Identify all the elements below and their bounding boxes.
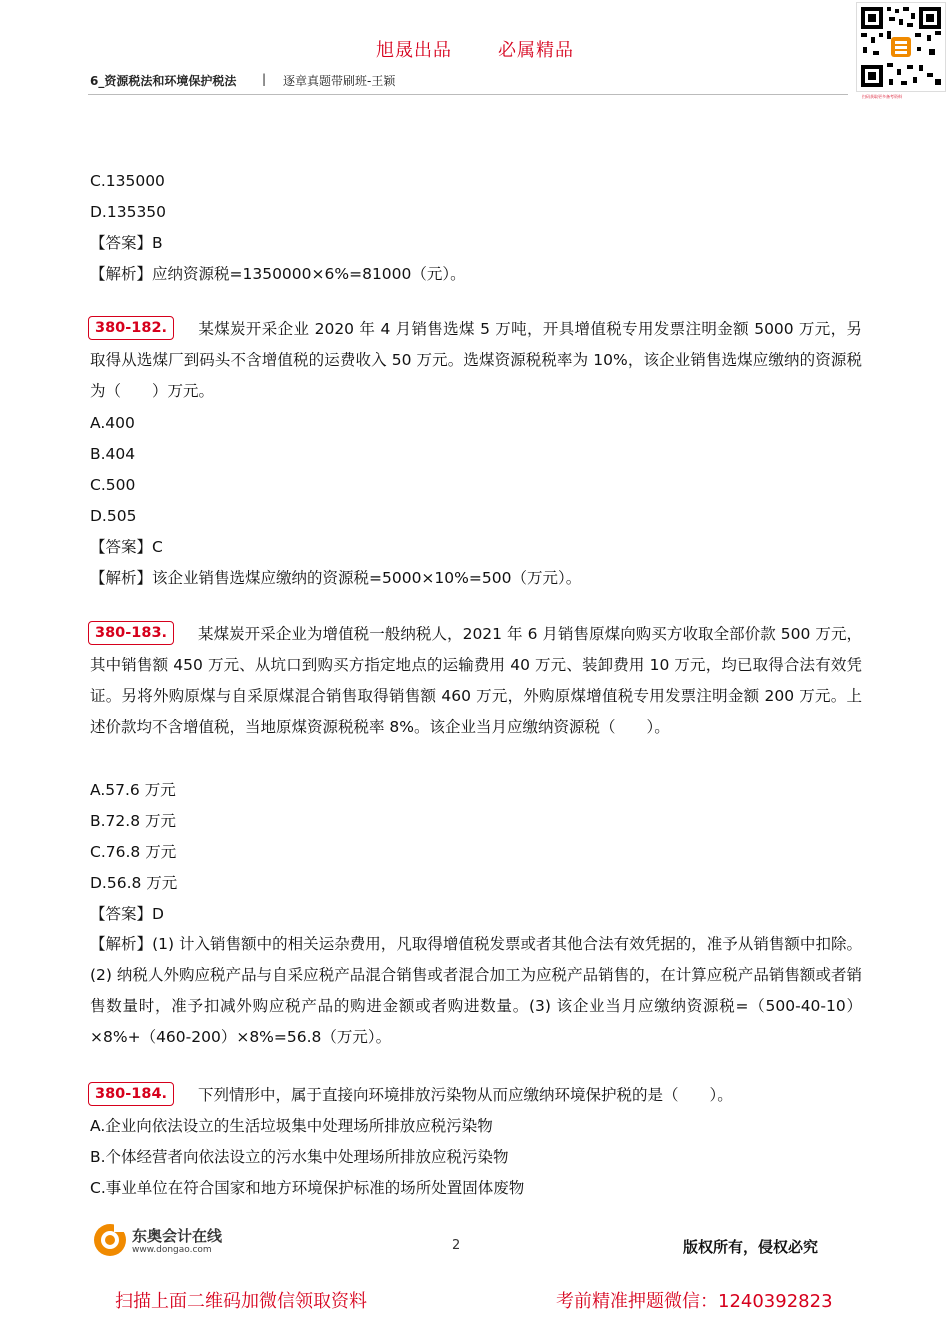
- question-tag: 380-183.: [88, 621, 174, 645]
- analysis: 【解析】应纳资源税=1350000×6%=81000（元）。: [90, 265, 466, 283]
- option-d: D.135350: [90, 203, 167, 221]
- question-stem: [90, 619, 862, 743]
- option-b: B.404: [90, 445, 136, 463]
- wechat-contact: 考前精准押题微信：1240392823: [556, 1291, 833, 1312]
- qr-caption: 扫码获取更多备考资料: [862, 94, 902, 99]
- option-c: C.135000: [90, 172, 165, 190]
- question-stem-text: 某煤炭开采企业 2020 年 4 月销售选煤 5 万吨，开具增值税专用发票注明金额 5000 万元，另取得从选煤厂到码头不含增值税的运费收入 50 万元。选煤资源税税率为 10%，该企业销售选煤应缴纳的资源税为（ ）万元。: [90, 320, 862, 400]
- course-title: 逐章真题带刷班-王颖: [283, 74, 396, 88]
- brand-slogan-left: 旭晟出品: [376, 40, 452, 61]
- logo-url: www.dongao.com: [132, 1245, 212, 1255]
- qr-code: [856, 2, 946, 92]
- question-stem: [90, 314, 862, 407]
- question-stem: [90, 1080, 862, 1111]
- question-tag: 380-184.: [88, 1082, 174, 1106]
- option-a: A.400: [90, 414, 135, 432]
- answer: 【答案】C: [90, 538, 163, 556]
- chapter-title: 6_资源税法和环境保护税法: [90, 74, 237, 88]
- dongao-logo-icon: [92, 1222, 128, 1262]
- question-stem-text: 某煤炭开采企业为增值税一般纳税人，2021 年 6 月销售原煤向购买方收取全部价款 500 万元，其中销售额 450 万元、从坑口到购买方指定地点的运输费用 40 万元、装卸费用 10 万元，均已取得合法有效凭证。另将外购原煤与自采原煤混合销售取得销售额 460 万元，外购原煤增值税专用发票注明金额 200 万元。上述价款均不含增值税，当地原煤资源税税率 8%。该企业当月应缴纳资源税（ ）。: [90, 625, 862, 736]
- analysis: 【解析】(1) 计入销售额中的相关运杂费用，凡取得增值税发票或者其他合法有效凭据的，准予从销售额中扣除。(2) 纳税人外购应税产品与自采应税产品混合销售或者混合加工为应税产品销售的，在计算应税产品销售额或者销售数量时，准予扣减外购应税产品的购进金额或者购进数量。(3) 该企业当月应缴纳资源税=（500-40-10）×8%+（460-200）×8%=56.8（万元）。: [90, 935, 862, 1046]
- option-d: D.505: [90, 507, 137, 525]
- analysis: 【解析】该企业销售选煤应缴纳的资源税=5000×10%=500（万元）。: [90, 569, 582, 587]
- header-separator: |: [262, 72, 267, 86]
- option-a: A.企业向依法设立的生活垃圾集中处理场所排放应税污染物: [90, 1117, 493, 1135]
- option-b: B.72.8 万元: [90, 812, 176, 830]
- option-c: C.事业单位在符合国家和地方环境保护标准的场所处置固体废物: [90, 1179, 525, 1197]
- answer: 【答案】D: [90, 905, 164, 923]
- logo-name: 东奥会计在线: [132, 1227, 223, 1245]
- question-stem-text: 下列情形中，属于直接向环境排放污染物从而应缴纳环境保护税的是（ ）。: [198, 1086, 733, 1104]
- option-d: D.56.8 万元: [90, 874, 178, 892]
- answer: 【答案】B: [90, 234, 163, 252]
- option-a: A.57.6 万元: [90, 781, 176, 799]
- brand-slogan-right: 必属精品: [498, 40, 574, 61]
- copyright-notice: 版权所有，侵权必究: [683, 1238, 819, 1256]
- header-divider: [88, 94, 848, 95]
- wechat-scan-note: 扫描上面二维码加微信领取资料: [115, 1291, 367, 1312]
- option-c: C.500: [90, 476, 136, 494]
- page-number: 2: [452, 1238, 461, 1253]
- option-c: C.76.8 万元: [90, 843, 177, 861]
- option-b: B.个体经营者向依法设立的污水集中处理场所排放应税污染物: [90, 1148, 509, 1166]
- question-tag: 380-182.: [88, 316, 174, 340]
